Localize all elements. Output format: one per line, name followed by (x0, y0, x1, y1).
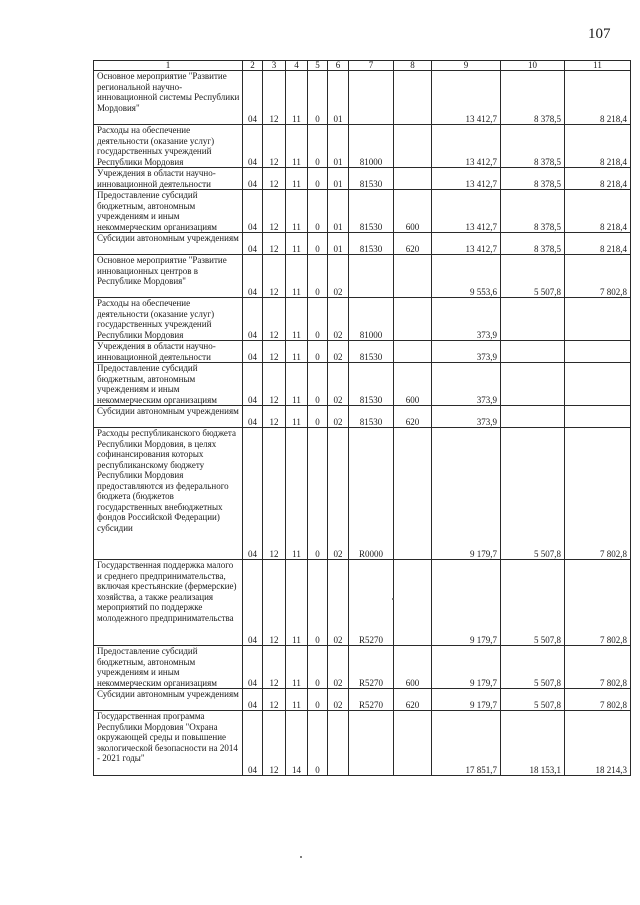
row-name-cell (94, 168, 243, 190)
cell-c10 (501, 406, 565, 428)
cell-c6: 02 (328, 341, 349, 363)
cell-c11: 7 802,8 (565, 646, 631, 689)
row-name-cell (94, 233, 243, 255)
cell-c4: 11 (286, 125, 308, 168)
cell-c3: 12 (263, 646, 286, 689)
cell-c6: 01 (328, 190, 349, 233)
cell-c9: 13 412,7 (432, 168, 501, 190)
cell-c5: 0 (308, 190, 328, 233)
cell-c10 (501, 298, 565, 341)
cell-c2: 04 (243, 689, 263, 711)
cell-c8 (394, 560, 432, 646)
cell-c11: 7 802,8 (565, 428, 631, 560)
cell-c2: 04 (243, 125, 263, 168)
cell-c7: R5270 (349, 646, 394, 689)
budget-table (93, 60, 631, 776)
cell-c10: 8 378,5 (501, 233, 565, 255)
cell-c5: 0 (308, 341, 328, 363)
cell-c2: 04 (243, 71, 263, 125)
table-row (94, 341, 631, 363)
cell-c10: 5 507,8 (501, 428, 565, 560)
cell-c11: 8 218,4 (565, 125, 631, 168)
cell-c6: 02 (328, 646, 349, 689)
cell-c6: 01 (328, 168, 349, 190)
cell-c5: 0 (308, 255, 328, 298)
cell-c9: 13 412,7 (432, 233, 501, 255)
cell-c4: 11 (286, 406, 308, 428)
cell-c10: 8 378,5 (501, 168, 565, 190)
table-row (94, 71, 631, 125)
cell-c9: 373,9 (432, 363, 501, 406)
row-name: Субсидии автономным учреждениям (97, 233, 239, 243)
cell-c8 (394, 168, 432, 190)
table-row (94, 689, 631, 711)
cell-c7: 81000 (349, 298, 394, 341)
cell-c7 (349, 71, 394, 125)
table-row (94, 406, 631, 428)
cell-c2: 04 (243, 233, 263, 255)
cell-c11: 8 218,4 (565, 233, 631, 255)
cell-c9: 17 851,7 (432, 711, 501, 776)
cell-c10 (501, 341, 565, 363)
cell-c5: 0 (308, 406, 328, 428)
cell-c4: 11 (286, 298, 308, 341)
row-name: Субсидии автономным учреждениям (97, 406, 239, 416)
cell-c6: 02 (328, 560, 349, 646)
cell-c4: 11 (286, 255, 308, 298)
cell-c6: 02 (328, 363, 349, 406)
cell-c6: 02 (328, 428, 349, 560)
cell-c3: 12 (263, 190, 286, 233)
cell-c4: 11 (286, 341, 308, 363)
cell-c9: 13 412,7 (432, 125, 501, 168)
row-name-cell (94, 560, 243, 646)
cell-c10: 8 378,5 (501, 125, 565, 168)
cell-c11: 7 802,8 (565, 560, 631, 646)
cell-c11: 8 218,4 (565, 190, 631, 233)
cell-c5: 0 (308, 71, 328, 125)
row-name-cell (94, 71, 243, 125)
cell-c8: 620 (394, 689, 432, 711)
row-name: Расходы республиканского бюджета Республики Мордовия, в целях софинансирования которых республиканскому бюджету Республики Мордовия предоставляются из федерального бюджета (бюджетов государственных внебюджетных фондов Российской Федерации) субсидии (97, 428, 236, 533)
header-cell: 2 (243, 61, 263, 71)
header-cell: 10 (501, 61, 565, 71)
cell-c10 (501, 363, 565, 406)
cell-c3: 12 (263, 711, 286, 776)
row-name: Государственная поддержка малого и среднего предпринимательства, включая крестьянские (фермерские) хозяйства, а также реализация мероприятий по поддержке молодежного предпринимательства (97, 560, 237, 623)
cell-c2: 04 (243, 560, 263, 646)
row-name: Основное мероприятие "Развитие инновационных центров в Республике Мордовия" (97, 255, 227, 286)
cell-c10: 5 507,8 (501, 689, 565, 711)
cell-c8: 620 (394, 233, 432, 255)
cell-c5: 0 (308, 646, 328, 689)
cell-c2: 04 (243, 646, 263, 689)
cell-c10: 5 507,8 (501, 646, 565, 689)
header-cell: 3 (263, 61, 286, 71)
cell-c9: 373,9 (432, 341, 501, 363)
cell-c9: 9 179,7 (432, 560, 501, 646)
cell-c7: 81530 (349, 168, 394, 190)
header-cell: 4 (286, 61, 308, 71)
cell-c5: 0 (308, 689, 328, 711)
header-row (94, 61, 631, 71)
cell-c3: 12 (263, 689, 286, 711)
table-body (94, 71, 631, 776)
cell-c3: 12 (263, 298, 286, 341)
cell-c11: 8 218,4 (565, 168, 631, 190)
cell-c5: 0 (308, 168, 328, 190)
cell-c4: 14 (286, 711, 308, 776)
cell-c8 (394, 711, 432, 776)
cell-c2: 04 (243, 255, 263, 298)
page-number: 107 (588, 26, 611, 42)
cell-c9: 9 179,7 (432, 689, 501, 711)
row-name: Учреждения в области научно-инновационной деятельности (97, 168, 216, 189)
row-name: Предоставление субсидий бюджетным, автономным учреждениям и иным некоммерческим организациям (97, 363, 217, 405)
cell-c8: 620 (394, 406, 432, 428)
table-row (94, 428, 631, 560)
cell-c3: 12 (263, 71, 286, 125)
header-cell: 11 (565, 61, 631, 71)
cell-c10: 18 153,1 (501, 711, 565, 776)
cell-c6: 01 (328, 233, 349, 255)
cell-c11 (565, 341, 631, 363)
cell-c3: 12 (263, 428, 286, 560)
cell-c11 (565, 406, 631, 428)
cell-c7: 81530 (349, 406, 394, 428)
cell-c11 (565, 298, 631, 341)
table-row (94, 125, 631, 168)
cell-c2: 04 (243, 406, 263, 428)
cell-c8 (394, 428, 432, 560)
cell-c4: 11 (286, 168, 308, 190)
table-header (94, 61, 631, 71)
cell-c2: 04 (243, 298, 263, 341)
cell-c10: 5 507,8 (501, 560, 565, 646)
cell-c9: 13 412,7 (432, 190, 501, 233)
cell-c4: 11 (286, 689, 308, 711)
cell-c3: 12 (263, 233, 286, 255)
cell-c9: 373,9 (432, 298, 501, 341)
cell-c3: 12 (263, 255, 286, 298)
cell-c5: 0 (308, 560, 328, 646)
cell-c5: 0 (308, 233, 328, 255)
cell-c8 (394, 298, 432, 341)
cell-c5: 0 (308, 298, 328, 341)
cell-c4: 11 (286, 363, 308, 406)
row-name-cell (94, 298, 243, 341)
cell-c7: R0000 (349, 428, 394, 560)
cell-c8: 600 (394, 363, 432, 406)
cell-c7: R5270 (349, 560, 394, 646)
row-name-cell (94, 255, 243, 298)
header-cell: 7 (349, 61, 394, 71)
cell-c7: 81530 (349, 233, 394, 255)
row-name-cell (94, 341, 243, 363)
cell-c9: 9 553,6 (432, 255, 501, 298)
cell-c4: 11 (286, 233, 308, 255)
row-name: Основное мероприятие "Развитие региональной научно-инновационной системы Республики Мордовия" (97, 71, 240, 113)
row-name: Учреждения в области научно-инновационной деятельности (97, 341, 216, 362)
cell-c9: 373,9 (432, 406, 501, 428)
cell-c11 (565, 363, 631, 406)
table-row (94, 646, 631, 689)
cell-c5: 0 (308, 711, 328, 776)
scan-speck (392, 598, 394, 600)
cell-c4: 11 (286, 71, 308, 125)
cell-c2: 04 (243, 190, 263, 233)
cell-c11: 7 802,8 (565, 689, 631, 711)
cell-c3: 12 (263, 363, 286, 406)
cell-c4: 11 (286, 560, 308, 646)
row-name: Расходы на обеспечение деятельности (оказание услуг) государственных учреждений Республики Мордовия (97, 298, 215, 340)
cell-c7: 81000 (349, 125, 394, 168)
cell-c7: 81530 (349, 341, 394, 363)
table-row (94, 255, 631, 298)
cell-c2: 04 (243, 341, 263, 363)
cell-c6: 01 (328, 125, 349, 168)
cell-c9: 13 412,7 (432, 71, 501, 125)
cell-c6: 02 (328, 406, 349, 428)
table-row (94, 363, 631, 406)
cell-c8 (394, 71, 432, 125)
header-cell: 1 (94, 61, 243, 71)
cell-c5: 0 (308, 428, 328, 560)
cell-c10: 8 378,5 (501, 190, 565, 233)
cell-c8: 600 (394, 646, 432, 689)
cell-c2: 04 (243, 711, 263, 776)
cell-c3: 12 (263, 168, 286, 190)
cell-c9: 9 179,7 (432, 646, 501, 689)
cell-c3: 12 (263, 560, 286, 646)
cell-c5: 0 (308, 125, 328, 168)
row-name-cell (94, 689, 243, 711)
header-cell: 9 (432, 61, 501, 71)
table-row (94, 168, 631, 190)
cell-c7: R5270 (349, 689, 394, 711)
row-name-cell (94, 646, 243, 689)
row-name-cell (94, 125, 243, 168)
cell-c5: 0 (308, 363, 328, 406)
header-cell: 6 (328, 61, 349, 71)
cell-c8 (394, 125, 432, 168)
table-row (94, 190, 631, 233)
cell-c8 (394, 255, 432, 298)
cell-c2: 04 (243, 428, 263, 560)
cell-c3: 12 (263, 125, 286, 168)
cell-c3: 12 (263, 341, 286, 363)
cell-c6: 02 (328, 298, 349, 341)
header-cell: 8 (394, 61, 432, 71)
table-row (94, 560, 631, 646)
table-row (94, 298, 631, 341)
row-name-cell (94, 711, 243, 776)
cell-c6: 02 (328, 255, 349, 298)
table-row (94, 711, 631, 776)
cell-c4: 11 (286, 646, 308, 689)
row-name-cell (94, 363, 243, 406)
cell-c8 (394, 341, 432, 363)
scan-speck (300, 856, 302, 858)
cell-c9: 9 179,7 (432, 428, 501, 560)
cell-c6: 01 (328, 71, 349, 125)
cell-c11: 8 218,4 (565, 71, 631, 125)
cell-c7 (349, 255, 394, 298)
row-name: Субсидии автономным учреждениям (97, 689, 239, 699)
header-cell: 5 (308, 61, 328, 71)
row-name-cell (94, 190, 243, 233)
cell-c10: 5 507,8 (501, 255, 565, 298)
cell-c4: 11 (286, 190, 308, 233)
cell-c6 (328, 711, 349, 776)
row-name: Расходы на обеспечение деятельности (оказание услуг) государственных учреждений Республики Мордовия (97, 125, 215, 167)
row-name-cell (94, 406, 243, 428)
row-name: Предоставление субсидий бюджетным, автономным учреждениям и иным некоммерческим организациям (97, 646, 217, 688)
cell-c11: 7 802,8 (565, 255, 631, 298)
cell-c6: 02 (328, 689, 349, 711)
cell-c10: 8 378,5 (501, 71, 565, 125)
row-name: Предоставление субсидий бюджетным, автономным учреждениям и иным некоммерческим организациям (97, 190, 217, 232)
cell-c3: 12 (263, 406, 286, 428)
cell-c11: 18 214,3 (565, 711, 631, 776)
row-name-cell (94, 428, 243, 560)
cell-c7: 81530 (349, 363, 394, 406)
cell-c7: 81530 (349, 190, 394, 233)
cell-c7 (349, 711, 394, 776)
cell-c2: 04 (243, 363, 263, 406)
cell-c8: 600 (394, 190, 432, 233)
cell-c2: 04 (243, 168, 263, 190)
cell-c4: 11 (286, 428, 308, 560)
table-row (94, 233, 631, 255)
row-name: Государственная программа Республики Мордовия "Охрана окружающей среды и повышение экологической безопасности на 2014 - 2021 годы" (97, 711, 238, 763)
